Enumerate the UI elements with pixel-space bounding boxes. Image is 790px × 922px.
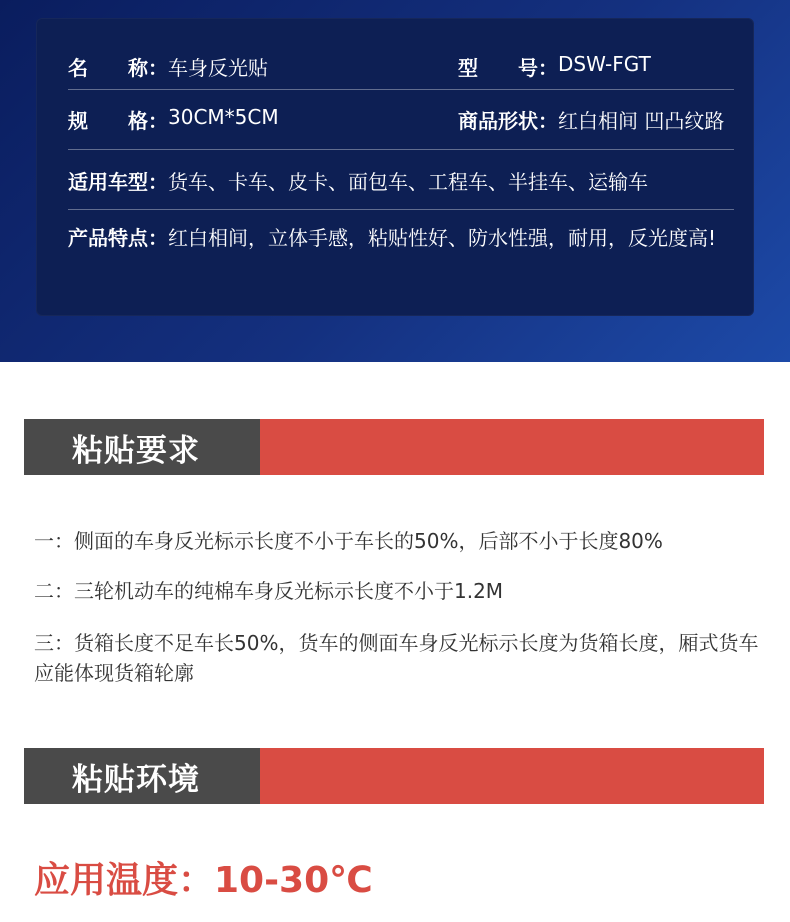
size-label: 规 格： [68,109,168,133]
application-temperature: 应用温度：10-30℃ [34,860,373,901]
header-accent-bar [260,748,764,804]
size-value: 30CM*5CM [168,105,279,129]
divider [68,89,734,90]
divider [68,209,734,210]
name-label: 名 称： [68,56,168,80]
requirements-title: 粘贴要求 [24,419,260,475]
feature-label: 产品特点： [68,226,168,250]
requirement-item-2: 二：三轮机动车的纯棉车身反光标示长度不小于1.2M [34,579,504,603]
spec-row-size-shape [68,105,734,134]
requirement-item-1: 一：侧面的车身反光标示长度不小于车长的50%，后部不小于长度80% [34,529,663,553]
model-value: DSW-FGT [558,52,651,76]
header-accent-bar [260,419,764,475]
spec-card [36,18,754,316]
vehicle-value: 货车、卡车、皮卡、面包车、工程车、半挂车、运输车 [168,170,648,194]
shape-label: 商品形状： [458,109,558,133]
divider [68,149,734,150]
shape-value: 红白相间 凹凸纹路 [558,109,725,133]
spec-row-name-model [68,52,734,81]
name-value: 车身反光贴 [168,56,268,80]
requirements-header [24,419,764,475]
requirement-item-3: 三：货箱长度不足车长50%，货车的侧面车身反光标示长度为货箱长度，厢式货车应能体现货箱轮廓 [34,631,759,685]
spec-row-vehicle [68,166,734,195]
environment-header [24,748,764,804]
spec-row-feature [68,223,734,253]
feature-value: 红白相间，立体手感，粘贴性好、防水性强，耐用，反光度高! [168,226,717,250]
vehicle-label: 适用车型： [68,170,168,194]
environment-title: 粘贴环境 [24,748,260,804]
model-label: 型 号： [458,56,558,80]
